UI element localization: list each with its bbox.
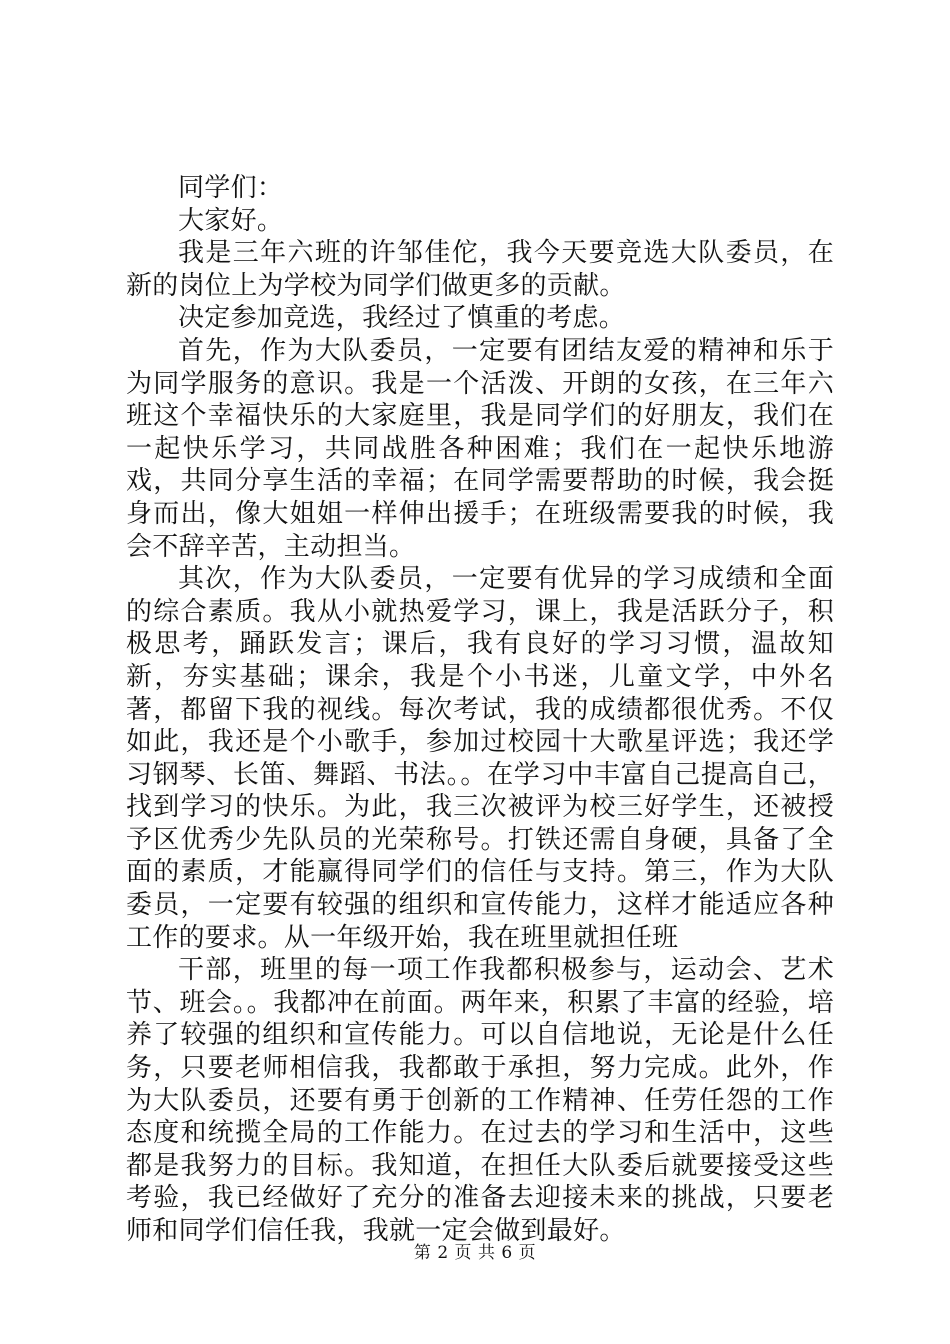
continuation-paragraph: 干部，班里的每一项工作我都积极参与，运动会、艺术节、班会。。我都冲在前面。两年来，积累了丰富的经验，培养了较强的组织和宣传能力。可以自信地说，无论是什么任务，只要老师相信我，我都敢于承担，努力完成。此外，作为大队委员，还要有勇于创新的工作精神、任劳任怨的工作态度和统揽全局的工作能力。在过去的学习和生活中，这些都是我努力的目标。我知道，在担任大队委后就要接受这些考验，我已经做好了充分的准备去迎接未来的挑战，只要老师和同学们信任我，我就一定会做到最好。 xyxy=(126,955,834,1246)
page-number: 第 2 页 共 6 页 xyxy=(413,1243,537,1263)
introduction-paragraph: 我是三年六班的许邹佳佗，我今天要竞选大队委员，在新的岗位上为学校为同学们做更多的贡献。 xyxy=(126,238,834,301)
decision-paragraph: 决定参加竞选，我经过了慎重的考虑。 xyxy=(178,303,626,334)
first-point-paragraph: 首先，作为大队委员，一定要有团结友爱的精神和乐于为同学服务的意识。我是一个活泼、开朗的女孩，在三年六班这个幸福快乐的大家庭里，我是同学们的好朋友，我们在一起快乐学习，共同战胜各种困难；我们在一起快乐地游戏，共同分享生活的幸福；在同学需要帮助的时候，我会挺身而出，像大姐姐一样伸出援手；在班级需要我的时候，我会不辞辛苦，主动担当。 xyxy=(126,335,834,562)
page-footer xyxy=(0,1242,950,1264)
document-body xyxy=(126,172,834,1248)
greeting-paragraph: 同学们： xyxy=(178,173,284,203)
second-point-paragraph: 其次，作为大队委员，一定要有优异的学习成绩和全面的综合素质。我从小就热爱学习，课上，我是活跃分子，积极思考，踊跃发言；课后，我有良好的学习习惯，温故知新，夯实基础；课余，我是个小书迷，儿童文学，中外名著，都留下我的视线。每次考试，我的成绩都很优秀。不仅如此，我还是个小歌手，参加过校园十大歌星评选；我还学习钢琴、长笛、舞蹈、书法。。在学习中丰富自己提高自己，找到学习的快乐。为此，我三次被评为校三好学生，还被授予区优秀少先队员的光荣称号。打铁还需自身硬，具备了全面的素质，才能赢得同学们的信任与支持。第三，作为大队委员，一定要有较强的组织和宣传能力，这样才能适应各种工作的要求。从一年级开始，我在班里就担任班 xyxy=(126,564,834,953)
salutation-paragraph: 大家好。 xyxy=(178,205,284,236)
